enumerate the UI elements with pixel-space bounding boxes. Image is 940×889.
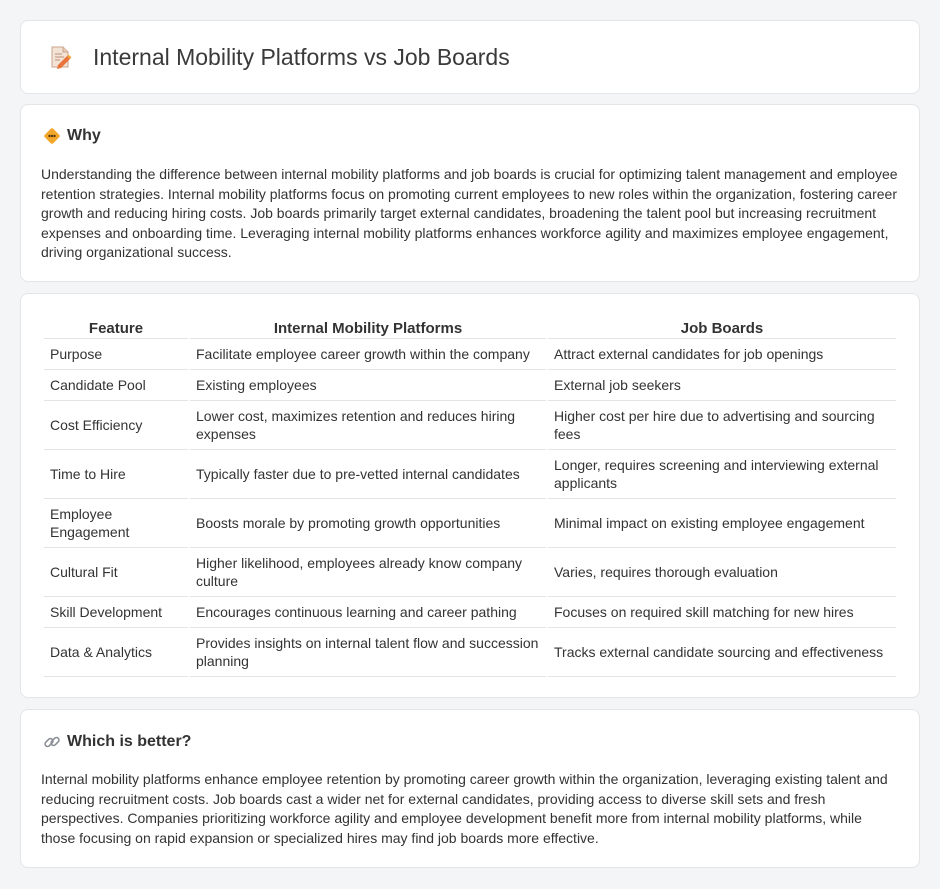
feature-cell: Data & Analytics — [44, 628, 188, 677]
why-section — [20, 104, 920, 282]
internal-cell: Higher likelihood, employees already know company culture — [190, 548, 546, 597]
link-icon — [43, 733, 61, 751]
jobboard-cell: Focuses on required skill matching for new hires — [548, 597, 896, 628]
title-card — [20, 20, 920, 94]
jobboard-cell: Varies, requires thorough evaluation — [548, 548, 896, 597]
header-feature: Feature — [44, 316, 188, 339]
internal-cell: Typically faster due to pre-vetted internal candidates — [190, 450, 546, 499]
table-row — [44, 370, 896, 401]
internal-cell: Provides insights on internal talent flow and succession planning — [190, 628, 546, 677]
feature-cell: Candidate Pool — [44, 370, 188, 401]
comparison-table — [42, 316, 898, 677]
table-row — [44, 339, 896, 370]
comparison-table-card — [20, 293, 920, 698]
which-is-better-section — [20, 709, 920, 868]
internal-cell: Facilitate employee career growth within the company — [190, 339, 546, 370]
feature-cell: Employee Engagement — [44, 499, 188, 548]
internal-cell: Existing employees — [190, 370, 546, 401]
feature-cell: Cost Efficiency — [44, 401, 188, 450]
jobboard-cell: Minimal impact on existing employee engagement — [548, 499, 896, 548]
internal-cell: Lower cost, maximizes retention and reduces hiring expenses — [190, 401, 546, 450]
table-row — [44, 548, 896, 597]
jobboard-cell: External job seekers — [548, 370, 896, 401]
table-row — [44, 450, 896, 499]
table-row — [44, 597, 896, 628]
better-text: Internal mobility platforms enhance employee retention by promoting career growth within the organization, leveraging existing talent and reducing recruitment costs. Job boards cast a wider net for external candidates, providing access to diverse skill sets and fresh perspectives. Companies prioritizing workforce agility and employee development benefit more from internal mobility platforms, while those focusing on rapid expansion or specialized hires may find job boards more effective. — [41, 771, 888, 846]
feature-cell: Cultural Fit — [44, 548, 188, 597]
better-heading: Which is better? — [67, 733, 192, 750]
page-title: Internal Mobility Platforms vs Job Boards — [93, 43, 510, 70]
jobboard-cell: Longer, requires screening and interviewing external applicants — [548, 450, 896, 499]
table-row — [44, 401, 896, 450]
document-pencil-icon — [47, 44, 73, 70]
jobboard-cell: Tracks external candidate sourcing and effectiveness — [548, 628, 896, 677]
feature-cell: Time to Hire — [44, 450, 188, 499]
feature-cell: Skill Development — [44, 597, 188, 628]
jobboard-cell: Attract external candidates for job openings — [548, 339, 896, 370]
why-text: Understanding the difference between internal mobility platforms and job boards is crucial for optimizing talent management and employee retention strategies. Internal mobility platforms focus on promoting current employees to new roles within the organization, fostering career growth and reducing hiring costs. Job boards primarily target external candidates, broadening the talent pool but increasing recruitment expenses and onboarding time. Leveraging internal mobility platforms enhances workforce agility and maximizes employee engagement, driving organizational success. — [41, 166, 898, 261]
jobboard-cell: Higher cost per hire due to advertising and sourcing fees — [548, 401, 896, 450]
internal-cell: Boosts morale by promoting growth opportunities — [190, 499, 546, 548]
internal-cell: Encourages continuous learning and career pathing — [190, 597, 546, 628]
header-internal-mobility: Internal Mobility Platforms — [190, 316, 546, 339]
table-row — [44, 628, 896, 677]
why-heading-row — [43, 127, 101, 145]
table-row — [44, 499, 896, 548]
header-job-boards: Job Boards — [548, 316, 896, 339]
why-heading: Why — [67, 127, 101, 144]
better-heading-row — [43, 733, 191, 751]
diamond-sign-icon — [43, 127, 61, 145]
table-header-row — [44, 316, 896, 339]
feature-cell: Purpose — [44, 339, 188, 370]
